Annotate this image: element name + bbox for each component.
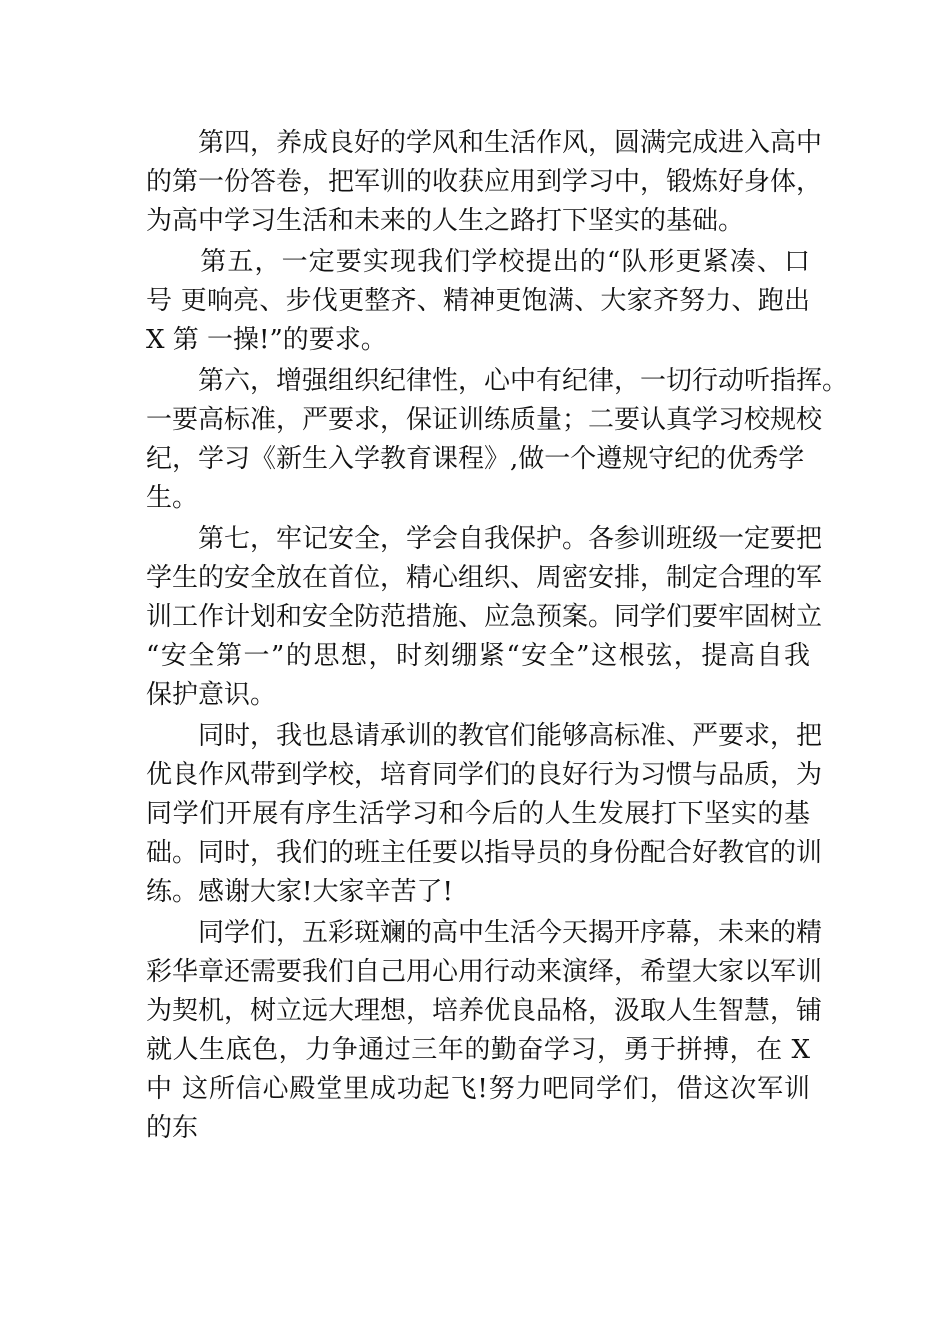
text-line: 的第一份答卷，把军训的收获应用到学习中，锻炼好身体， — [146, 167, 823, 197]
text-line: 生。 — [146, 483, 199, 513]
text-line: 练。感谢大家!大家辛苦了! — [146, 877, 453, 907]
paragraph-fifth-point — [146, 243, 810, 360]
text-line: 保护意识。 — [146, 680, 277, 710]
text-line: 号 更响亮、步伐更整齐、精神更饱满、大家齐努力、跑出 — [146, 286, 810, 316]
document-body — [146, 124, 849, 1148]
text-line: 第五，一定要实现我们学校提出的“队形更紧凑、口 — [146, 247, 810, 277]
text-line: 为高中学习生活和未来的人生之路打下坚实的基础。 — [146, 206, 745, 236]
paragraph-seventh-point — [146, 520, 823, 715]
text-line: 中 这所信心殿堂里成功起飞!努力吧同学们，借这次军训 — [146, 1074, 810, 1104]
paragraph-closing-remarks — [146, 914, 823, 1148]
paragraph-fourth-point — [146, 124, 823, 241]
text-line: 第六，增强组织纪律性，心中有纪律，一切行动听指挥。 — [146, 366, 849, 396]
paragraph-sixth-point — [146, 362, 849, 518]
text-line: 纪，学习《新生入学教育课程》,做一个遵规守纪的优秀学 — [146, 444, 805, 474]
text-line: 同学们，五彩斑斓的高中生活今天揭开序幕，未来的精 — [146, 918, 823, 948]
text-line: 同时，我也恳请承训的教官们能够高标准、严要求，把 — [146, 721, 823, 751]
text-line: 第四，养成良好的学风和生活作风，圆满完成进入高中 — [146, 128, 823, 158]
text-line: 优良作风带到学校，培育同学们的良好行为习惯与品质，为 — [146, 760, 823, 790]
text-line: 一要高标准，严要求，保证训练质量；二要认真学习校规校 — [146, 405, 823, 435]
text-line: 的东 — [146, 1113, 199, 1143]
text-line: 同学们开展有序生活学习和今后的人生发展打下坚实的基 — [146, 799, 810, 829]
text-line: X 第 一操!”的要求。 — [146, 325, 387, 355]
text-line: 第七，牢记安全，学会自我保护。各参训班级一定要把 — [146, 524, 823, 554]
text-line: “安全第一”的思想，时刻绷紧“安全”这根弦，提高自我 — [146, 641, 810, 671]
paragraph-instructors-request — [146, 717, 823, 912]
text-line: 学生的安全放在首位，精心组织、周密安排，制定合理的军 — [146, 563, 823, 593]
text-line: 为契机，树立远大理想，培养优良品格，汲取人生智慧，铺 — [146, 996, 823, 1026]
text-line: 训工作计划和安全防范措施、应急预案。同学们要牢固树立 — [146, 602, 823, 632]
text-line: 础。同时，我们的班主任要以指导员的身份配合好教官的训 — [146, 838, 823, 868]
text-line: 就人生底色，力争通过三年的勤奋学习，勇于拼搏，在 X — [146, 1035, 810, 1065]
text-line: 彩华章还需要我们自己用心用行动来演绎，希望大家以军训 — [146, 957, 823, 987]
